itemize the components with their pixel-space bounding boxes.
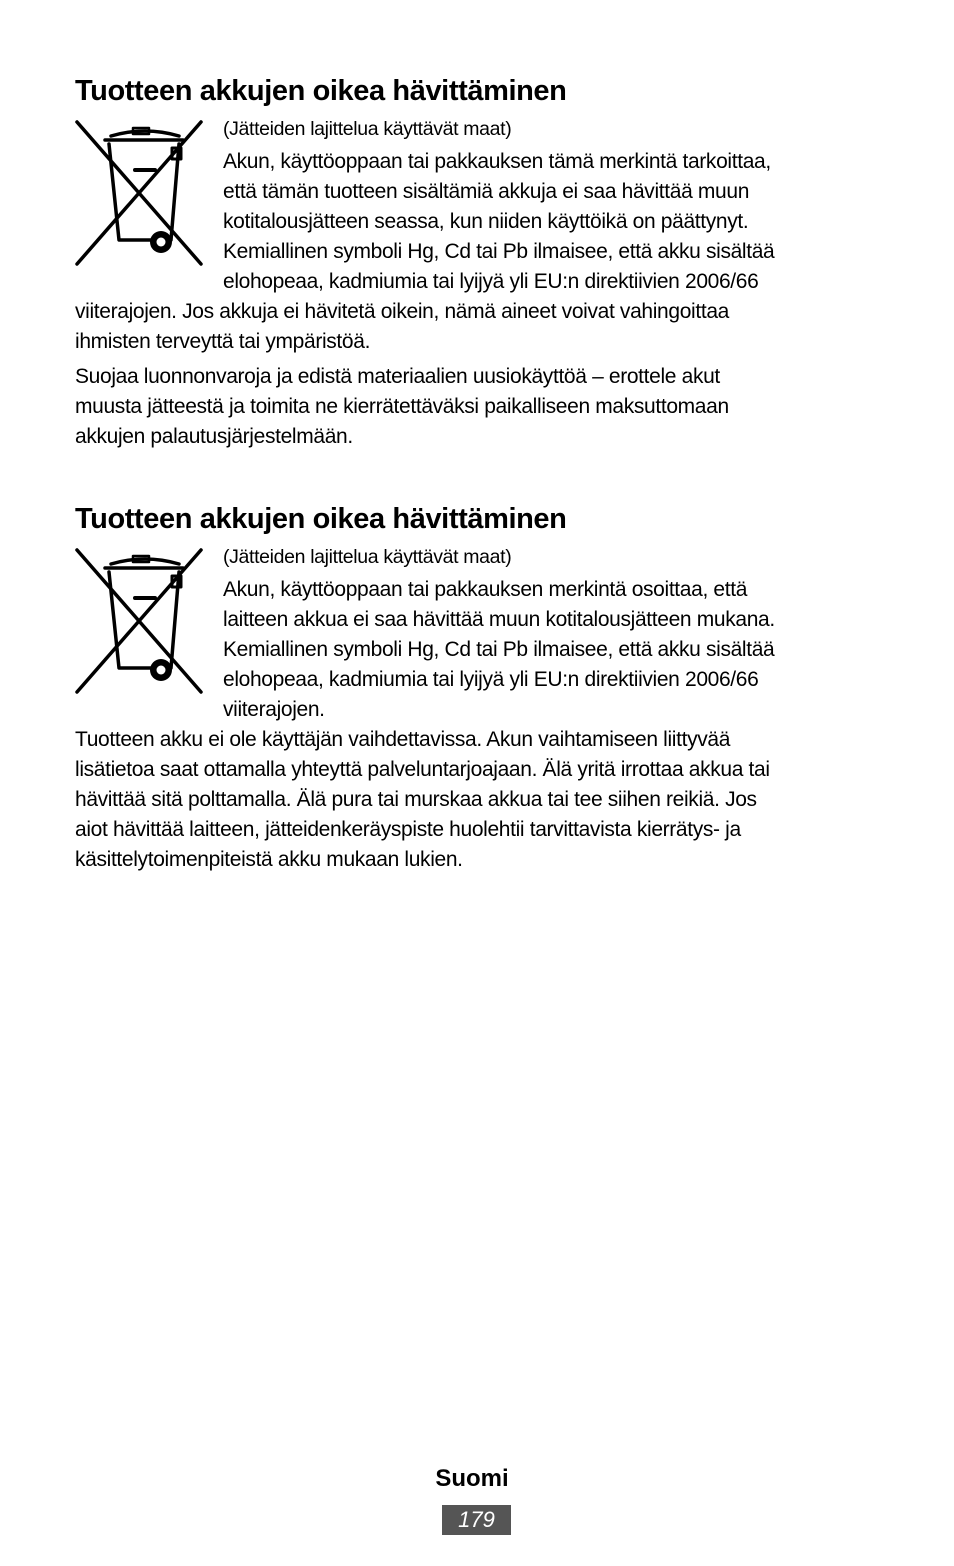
page-number: 179 — [442, 1505, 511, 1535]
body-paragraph — [75, 362, 875, 452]
footer-language-label: Suomi — [435, 1465, 509, 1492]
paragraph-line: Tuotteen akku ei ole käyttäjän vaihdettavissa. Akun vaihtamiseen liittyvää — [75, 728, 731, 751]
intro-line: Kemiallinen symboli Hg, Cd tai Pb ilmaisee, että akku sisältää — [223, 240, 775, 263]
intro-text — [223, 114, 875, 297]
intro-line: Akun, käyttöoppaan tai pakkauksen merkintä osoittaa, että — [223, 578, 748, 601]
intro-block — [75, 114, 875, 297]
region-note: (Jätteiden lajittelua käyttävät maat) — [223, 118, 512, 140]
paragraph-line: ihmisten terveyttä tai ympäristöä. — [75, 330, 371, 353]
intro-line: kotitalousjätteen seassa, kun niiden käyttöikä on päättynyt. — [223, 210, 749, 233]
intro-line: Kemiallinen symboli Hg, Cd tai Pb ilmaisee, että akku sisältää — [223, 638, 775, 661]
intro-block — [75, 542, 875, 725]
crossed-out-wheelie-bin-icon — [75, 118, 203, 266]
intro-line: laitteen akkua ei saa hävittää muun kotitalousjätteen mukana. — [223, 608, 775, 631]
intro-line: elohopeaa, kadmiumia tai lyijyä yli EU:n direktiivien 2006/66 — [223, 270, 759, 293]
paragraph-line: lisätietoa saat ottamalla yhteyttä palveluntarjoajaan. Älä yritä irrottaa akkua tai — [75, 758, 770, 781]
paragraph-line: akkujen palautusjärjestelmään. — [75, 425, 353, 448]
battery-disposal-section-2 — [75, 500, 875, 875]
intro-line: viiterajojen. — [223, 698, 325, 721]
intro-text — [223, 542, 875, 725]
intro-line: että tämän tuotteen sisältämiä akkuja ei saa hävittää muun — [223, 180, 750, 203]
crossed-out-wheelie-bin-icon — [75, 546, 203, 694]
paragraph-line: Suojaa luonnonvaroja ja edistä materiaalien uusiokäyttöä – erottele akut — [75, 365, 720, 388]
battery-disposal-section-1 — [75, 72, 875, 452]
intro-line: elohopeaa, kadmiumia tai lyijyä yli EU:n direktiivien 2006/66 — [223, 668, 759, 691]
paragraph-line: hävittää sitä polttamalla. Älä pura tai murskaa akkua tai tee siihen reikiä. Jos — [75, 788, 757, 811]
paragraph-line: muusta jätteestä ja toimita ne kierrätettäväksi paikalliseen maksuttomaan — [75, 395, 729, 418]
paragraph-line: aiot hävittää laitteen, jätteidenkeräyspiste huolehtii tarvittavista kierrätys- ja — [75, 818, 741, 841]
section-heading: Tuotteen akkujen oikea hävittäminen — [75, 503, 567, 535]
body-paragraph — [75, 725, 875, 875]
region-note: (Jätteiden lajittelua käyttävät maat) — [223, 546, 512, 568]
body-paragraph — [75, 297, 875, 357]
paragraph-line: käsittelytoimenpiteistä akku mukaan lukien. — [75, 848, 463, 871]
intro-line: Akun, käyttöoppaan tai pakkauksen tämä merkintä tarkoittaa, — [223, 150, 771, 173]
section-heading: Tuotteen akkujen oikea hävittäminen — [75, 75, 567, 107]
paragraph-line: viiterajojen. Jos akkuja ei hävitetä oikein, nämä aineet voivat vahingoittaa — [75, 300, 729, 323]
